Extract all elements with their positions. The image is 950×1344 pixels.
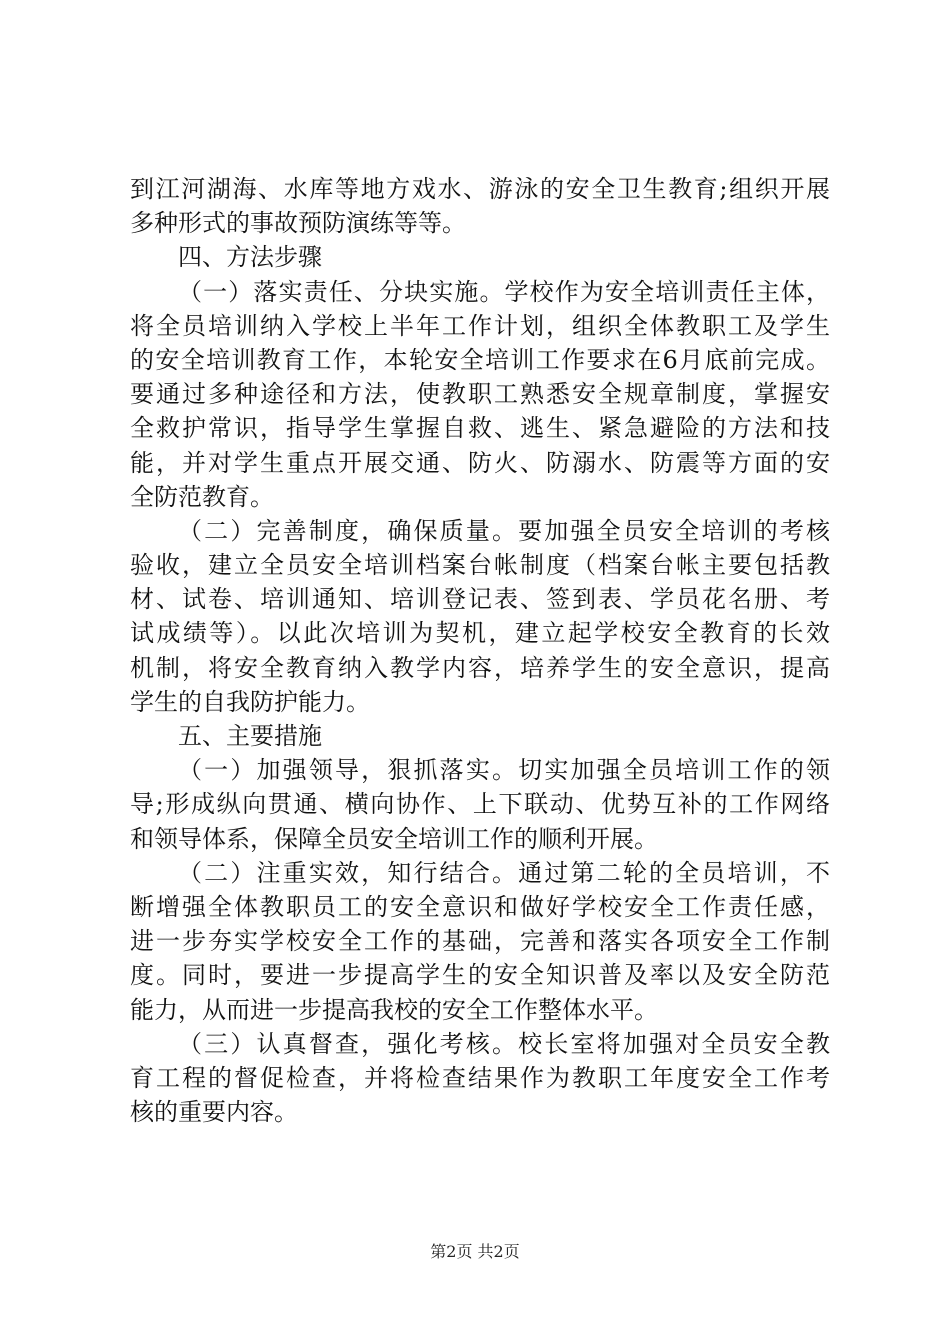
paragraph-first-line: （二）注重实效，知行结合。通过第二轮的全员培训，不 (178, 858, 830, 887)
text-line: 和领导体系，保障全员安全培训工作的顺利开展。 (130, 824, 658, 853)
text-line: 全救护常识，指导学生掌握自救、逃生、紧急避险的方法和技 (130, 414, 830, 443)
paragraph-first-line: （一）加强领导，狠抓落实。切实加强全员培训工作的领 (178, 756, 830, 785)
section-heading: 四、方法步骤 (178, 243, 322, 272)
text-line: 能，并对学生重点开展交通、防火、防溺水、防震等方面的安 (130, 448, 830, 477)
text-line: 多种形式的事故预防演练等等。 (130, 209, 466, 238)
text-line: 机制，将安全教育纳入教学内容，培养学生的安全意识，提高 (130, 653, 830, 682)
text-line: 验收，建立全员安全培训档案台帐制度（档案台帐主要包括教 (130, 551, 830, 580)
text-line: 能力，从而进一步提高我校的安全工作整体水平。 (130, 995, 658, 1024)
text-line: 导;形成纵向贯通、横向协作、上下联动、优势互补的工作网络 (130, 790, 830, 819)
paragraph-first-line: （三）认真督查，强化考核。校长室将加强对全员安全教 (178, 1029, 830, 1058)
text-line: 断增强全体教职员工的安全意识和做好学校安全工作责任感， (130, 892, 830, 921)
text-line: 试成绩等）。以此次培训为契机，建立起学校安全教育的长效 (130, 619, 830, 648)
text-line: 材、试卷、培训通知、培训登记表、签到表、学员花名册、考 (130, 585, 830, 614)
page-number-footer: 第2页 共2页 (430, 1242, 520, 1261)
text-line: 到江河湖海、水库等地方戏水、游泳的安全卫生教育;组织开展 (130, 175, 830, 203)
document-body (130, 172, 830, 1129)
text-line: 学生的自我防护能力。 (130, 687, 370, 716)
section-heading: 五、主要措施 (178, 722, 322, 750)
text-line: 全防范教育。 (130, 482, 274, 511)
text-line: 要通过多种途径和方法，使教职工熟悉安全规章制度，掌握安 (130, 380, 830, 409)
text-line: 育工程的督促检查，并将检查结果作为教职工年度安全工作考 (130, 1063, 830, 1092)
text-line: 将全员培训纳入学校上半年工作计划，组织全体教职工及学生 (130, 311, 830, 340)
text-line: 度。同时，要进一步提高学生的安全知识普及率以及安全防范 (130, 961, 830, 990)
paragraph-first-line: （二）完善制度，确保质量。要加强全员安全培训的考核 (178, 516, 830, 545)
paragraph-first-line: （一）落实责任、分块实施。学校作为安全培训责任主体， (178, 277, 830, 306)
text-line: 核的重要内容。 (130, 1098, 298, 1127)
text-line: 的安全培训教育工作，本轮安全培训工作要求在6月底前完成。 (130, 345, 830, 374)
text-line: 进一步夯实学校安全工作的基础，完善和落实各项安全工作制 (130, 927, 830, 956)
